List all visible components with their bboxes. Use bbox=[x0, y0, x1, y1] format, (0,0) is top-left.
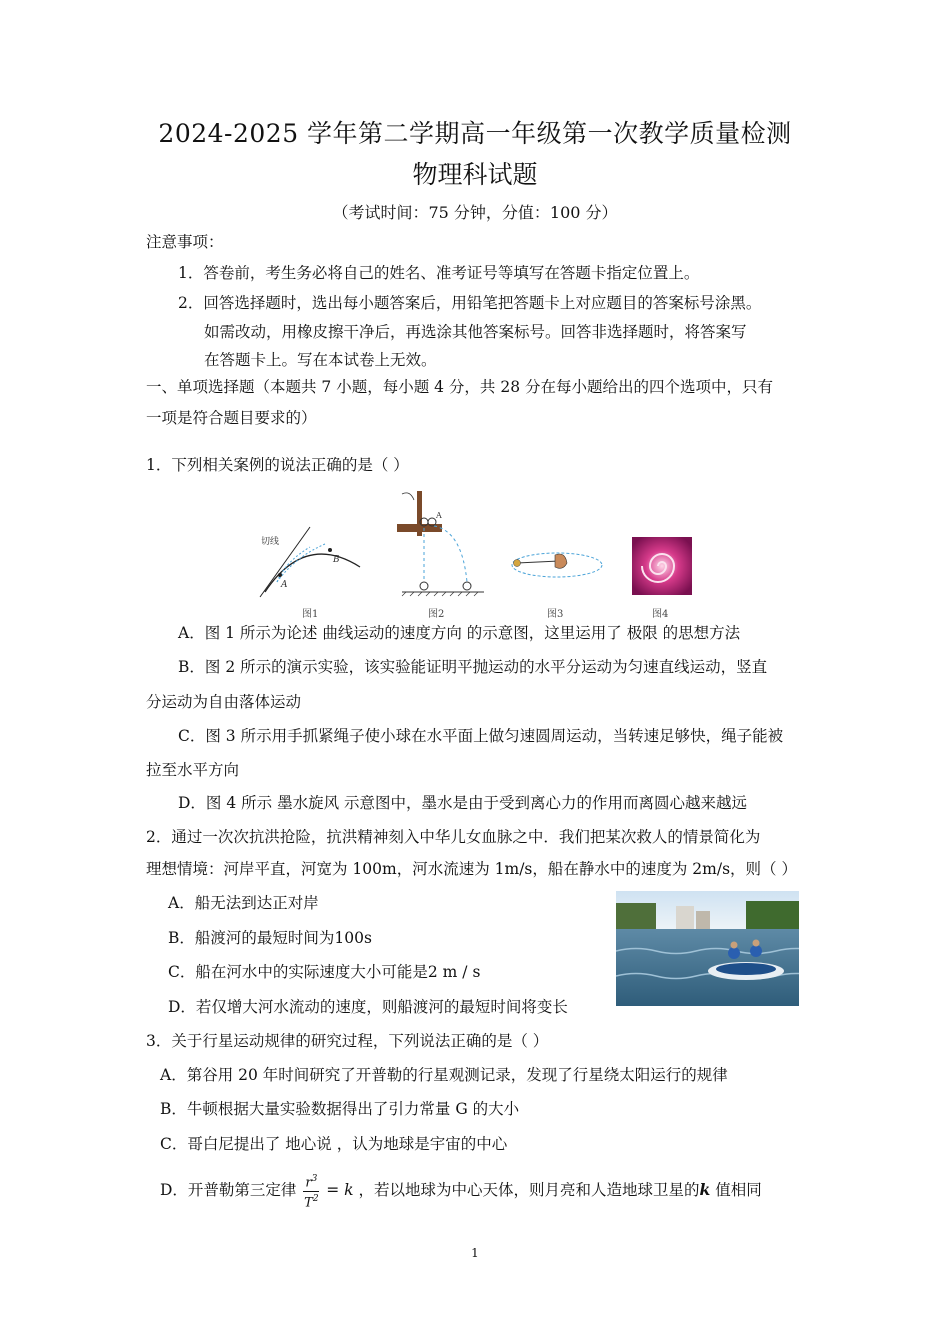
question-2-option-c bbox=[168, 962, 480, 982]
question-2-option-b-value: 100s bbox=[334, 929, 372, 947]
figure-1-point-b: B bbox=[333, 555, 340, 565]
figure-1-caption: 图1 bbox=[302, 609, 319, 620]
question-2-option-a: A．船无法到达正对岸 bbox=[168, 894, 319, 912]
notice-item: 如需改动，用橡皮擦干净后，再选涂其他答案标号。回答非选择题时，将答案写 bbox=[204, 323, 747, 341]
question-2-option-b-text: B．船渡河的最短时间为 bbox=[168, 929, 335, 947]
exam-info: （考试时间：75 分钟，分值：100 分） bbox=[332, 203, 618, 222]
page-number: 1 bbox=[471, 1246, 479, 1260]
notice-item: 1．答卷前，考生务必将自己的姓名、准考证号等填写在答题卡指定位置上。 bbox=[178, 264, 700, 282]
question-3-option-d-suffix: ，若以地球为中心天体，则月亮和人造地球卫星的 bbox=[358, 1181, 700, 1199]
section-heading-cont: 一项是符合题目要求的） bbox=[146, 409, 317, 427]
question-3-option-d bbox=[160, 1170, 762, 1210]
figure-2-caption: 图2 bbox=[428, 609, 445, 620]
question-2-option-c-text: C．船在河水中的实际速度大小可能是 bbox=[168, 963, 428, 981]
exam-title: 2024-2025 学年第二学期高一年级第一次教学质量检测 bbox=[158, 119, 792, 148]
question-1-option-a: A．图 1 所示为论述 曲线运动的速度方向 的示意图，这里运用了 极限 的思想方法 bbox=[178, 624, 741, 642]
figure-2-projectile-apparatus bbox=[392, 486, 487, 601]
question-3-option-d-end: 值相同 bbox=[715, 1181, 762, 1199]
formula-denominator: T bbox=[304, 1194, 313, 1210]
question-2-option-d: D．若仅增大河水流动的速度，则船渡河的最短时间将变长 bbox=[168, 998, 568, 1016]
question-2-stem-cont: 理想情境：河岸平直，河宽为 100m，河水流速为 1m/s，船在静水中的速度为 2m/s，则（ ） bbox=[146, 860, 797, 878]
notice-heading: 注意事项： bbox=[146, 233, 224, 251]
question-3-option-b: B．牛顿根据大量实验数据得出了引力常量 G 的大小 bbox=[160, 1100, 520, 1118]
question-2-stem: 2．通过一次次抗洪抢险，抗洪精神刻入中华儿女血脉之中．我们把某次救人的情景简化为 bbox=[146, 828, 761, 846]
figure-3-caption: 图3 bbox=[547, 609, 564, 620]
exam-subject: 物理科试题 bbox=[412, 160, 538, 189]
figure-2-point-a: A bbox=[436, 511, 442, 520]
question-3-stem: 3．关于行星运动规律的研究过程，下列说法正确的是（ ） bbox=[146, 1032, 549, 1050]
formula-numerator: r bbox=[305, 1175, 312, 1191]
question-3-option-c: C．哥白尼提出了 地心说 ，认为地球是宇宙的中心 bbox=[160, 1135, 508, 1153]
figure-1-point-a: A bbox=[281, 580, 288, 590]
question-1-option-c-cont: 拉至水平方向 bbox=[146, 761, 240, 779]
question-1-option-b-cont: 分运动为自由落体运动 bbox=[146, 693, 302, 711]
question-1-stem: 1．下列相关案例的说法正确的是（ ） bbox=[146, 456, 409, 474]
question-3-option-d-k: k bbox=[699, 1180, 711, 1199]
figure-4-ink-whirlwind bbox=[632, 537, 692, 595]
section-heading: 一、单项选择题（本题共 7 小题，每小题 4 分，共 28 分在每小题给出的四个选项中，只有 bbox=[146, 378, 774, 396]
question-1-option-d: D．图 4 所示 墨水旋风 示意图中，墨水是由于受到离心力的作用而离圆心越来越远 bbox=[178, 794, 747, 812]
question-1-option-c: C．图 3 所示用手抓紧绳子使小球在水平面上做匀速圆周运动，当转速足够快，绳子能被 bbox=[178, 727, 784, 745]
notice-item: 在答题卡上。写在本试卷上无效。 bbox=[204, 351, 437, 369]
figure-3-circular-motion bbox=[507, 545, 605, 585]
question-2-option-b bbox=[168, 928, 372, 948]
question-3-option-d-prefix: D．开普勒第三定律 bbox=[160, 1181, 297, 1199]
formula-numerator-exponent: 3 bbox=[311, 1174, 318, 1185]
question-3-option-a: A．第谷用 20 年时间研究了开普勒的行星观测记录，发现了行星绕太阳运行的规律 bbox=[160, 1066, 728, 1084]
formula-rhs: = k bbox=[326, 1181, 354, 1199]
figure-4-caption: 图4 bbox=[652, 609, 669, 620]
question-1-option-b: B．图 2 所示的演示实验，该实验能证明平抛运动的水平分运动为匀速直线运动，竖直 bbox=[178, 658, 768, 676]
figure-1-curve-tangent bbox=[255, 522, 370, 600]
formula-denominator-exponent: 2 bbox=[312, 1193, 319, 1204]
figure-1-tangent-label: 切线 bbox=[261, 537, 280, 547]
kepler-formula bbox=[303, 1172, 319, 1210]
rescue-boat-photo bbox=[616, 891, 799, 1006]
notice-item: 2．回答选择题时，选出每小题答案后，用铅笔把答题卡上对应题目的答案标号涂黑。 bbox=[178, 294, 762, 312]
question-2-option-c-value: 2 m / s bbox=[427, 963, 481, 981]
